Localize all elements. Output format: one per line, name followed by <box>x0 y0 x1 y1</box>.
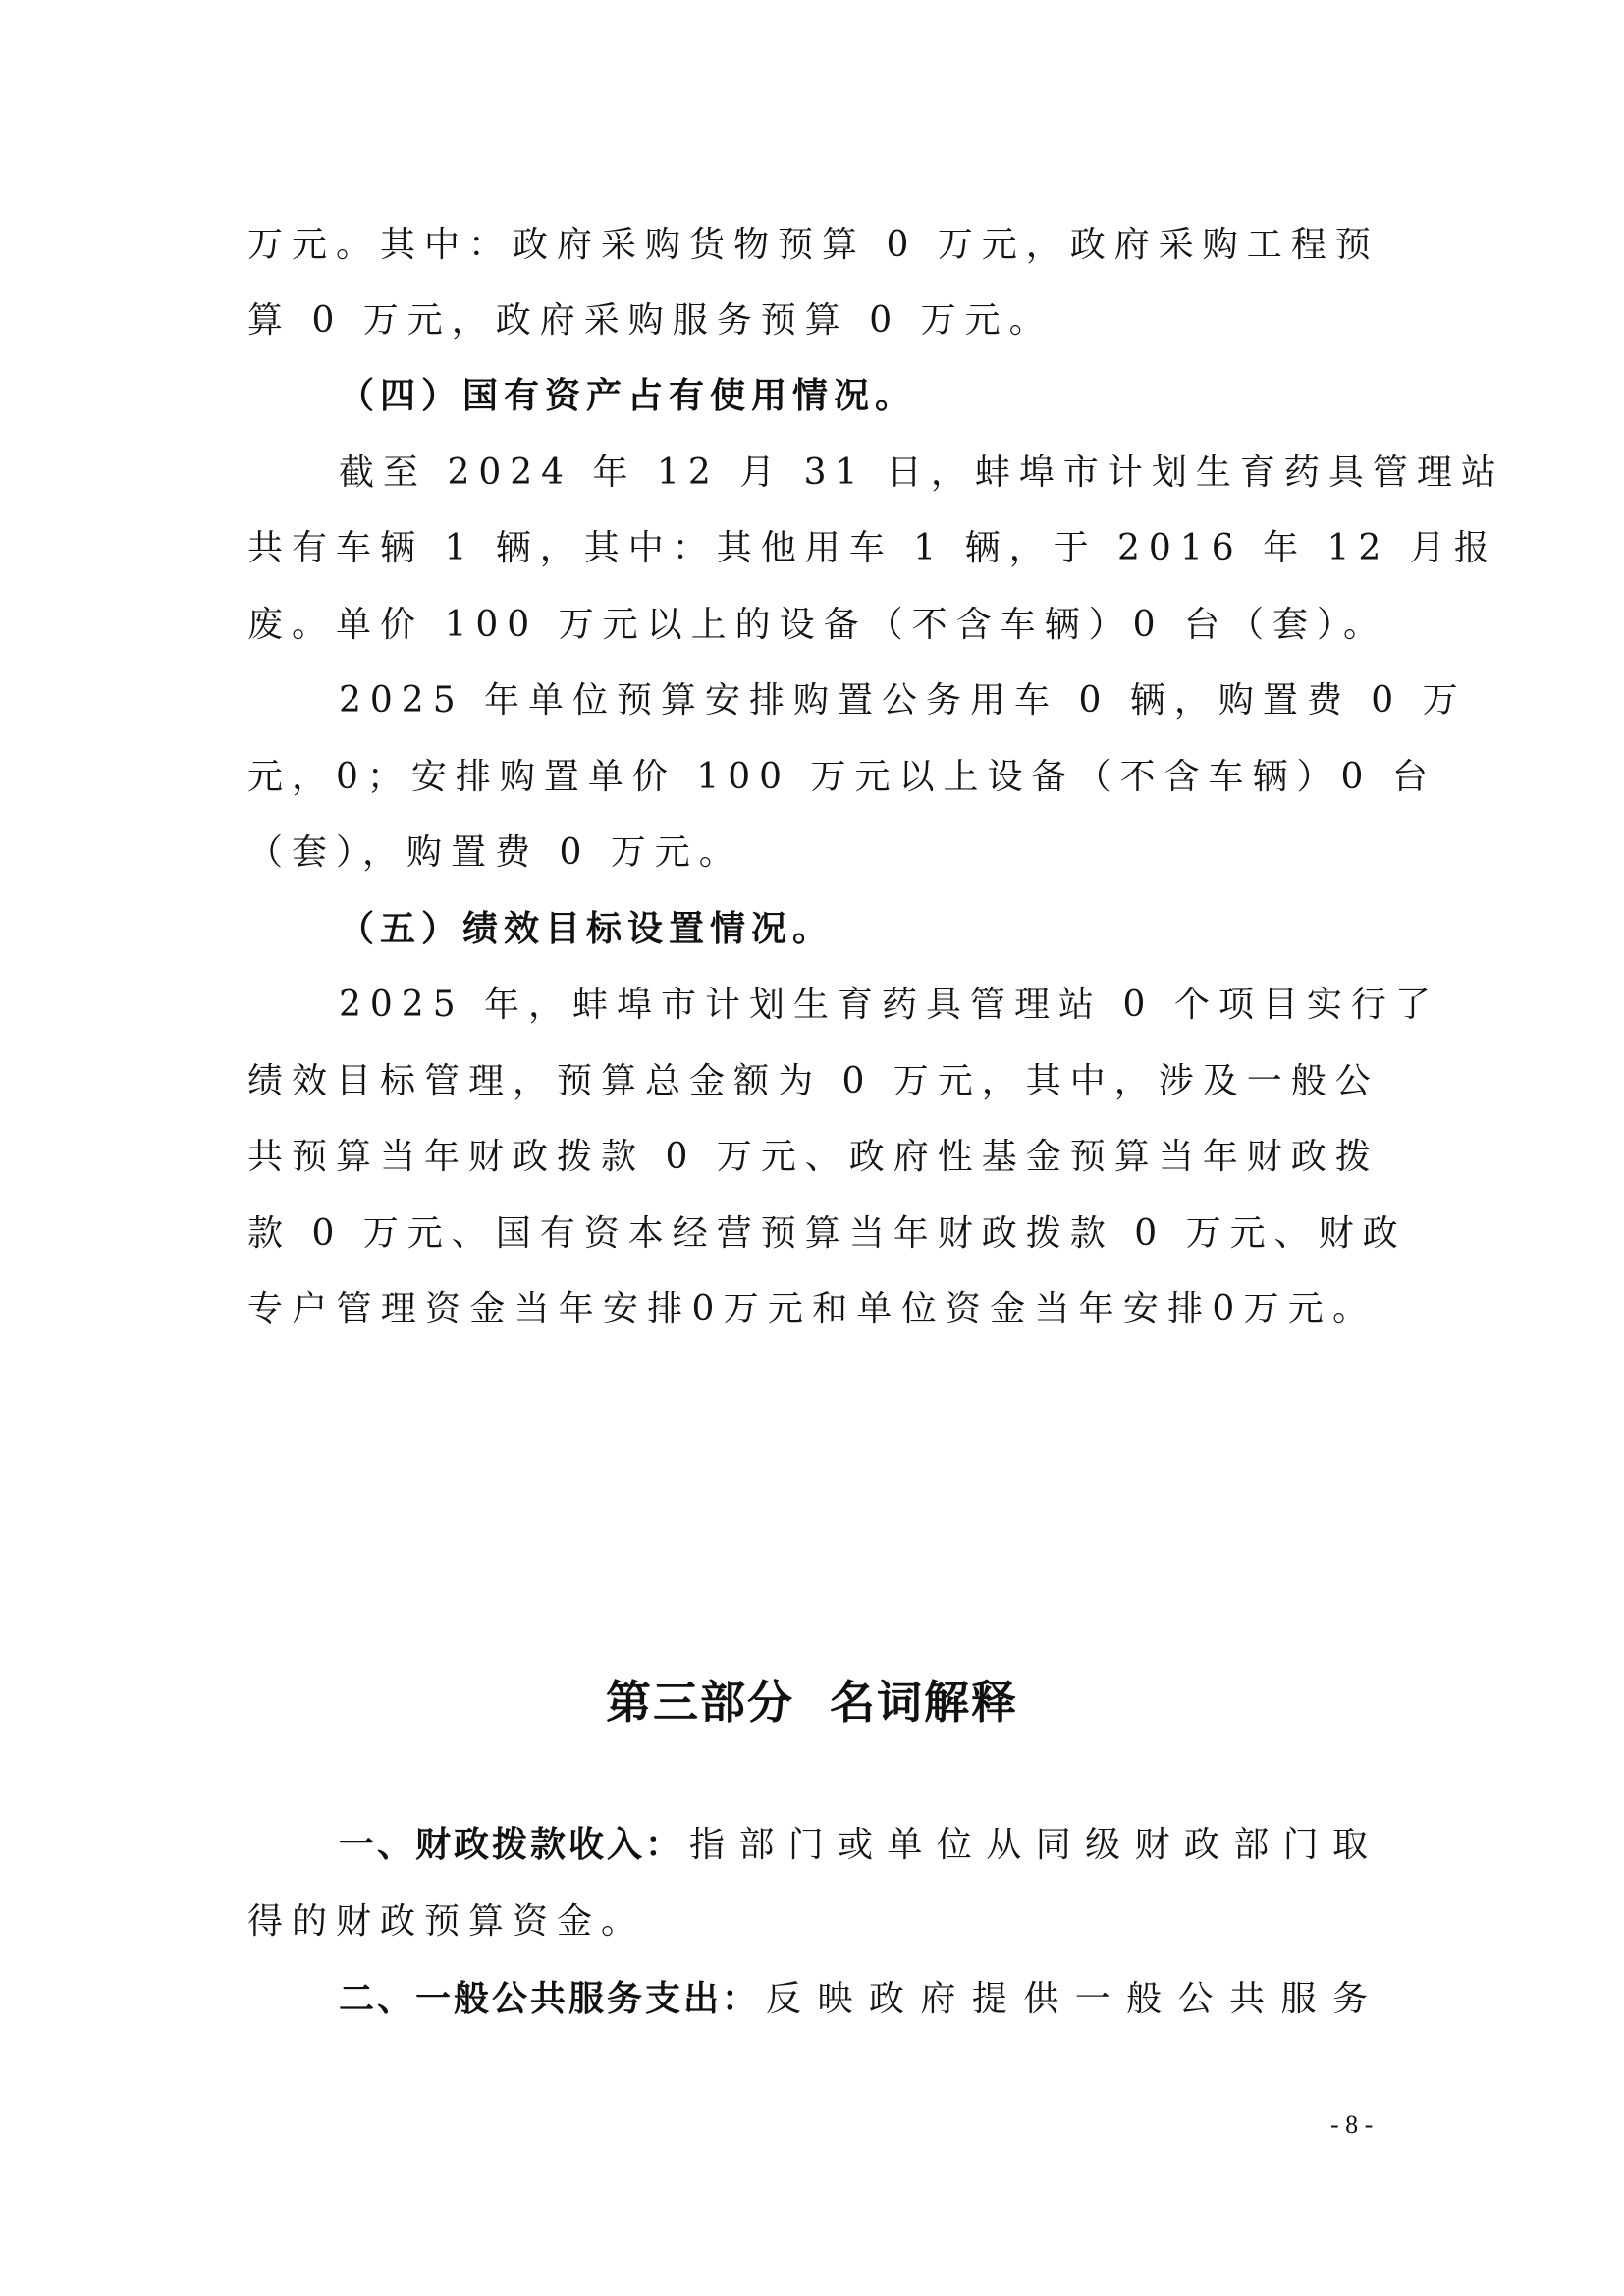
part-title: 第三部分 名词解释 <box>605 1676 1019 1729</box>
paragraph-line: 共有车辆 1 辆，其中：其他用车 1 辆，于 2016 年 12 月报 <box>247 528 1498 568</box>
paragraph-line: 元，0；安排购置单价 100 万元以上设备（不含车辆）0 台 <box>247 757 1436 797</box>
paragraph-line: （套），购置费 0 万元。 <box>247 832 743 873</box>
paragraph-line: 废。单价 100 万元以上的设备（不含车辆）0 台（套）。 <box>247 605 1387 645</box>
term-label: 一、财政拨款收入： <box>339 1825 684 1865</box>
paragraph-line: 专户管理资金当年安排0万元和单位资金当年安排0万元。 <box>247 1289 1377 1329</box>
paragraph-line: 共预算当年财政拨款 0 万元、政府性基金预算当年财政拨 <box>247 1137 1380 1177</box>
term-text: 反映政府提供一般公共服务 <box>766 1979 1377 2019</box>
section-heading-performance-goals: （五）绩效目标设置情况。 <box>339 909 835 949</box>
paragraph-line: 款 0 万元、国有资本经营预算当年财政拨款 0 万元、财政 <box>247 1213 1407 1254</box>
paragraph-line: 2025 年单位预算安排购置公务用车 0 辆，购置费 0 万 <box>339 680 1467 721</box>
page-number: - 8 - <box>1330 2110 1374 2139</box>
paragraph-line: 绩效目标管理，预算总金额为 0 万元，其中，涉及一般公 <box>247 1061 1380 1101</box>
paragraph-line: 截至 2024 年 12 月 31 日，蚌埠市计划生育药具管理站 <box>339 453 1505 493</box>
term-label: 二、一般公共服务支出： <box>339 1979 761 2019</box>
term-text: 指部门或单位从同级财政部门取 <box>689 1825 1377 1865</box>
term-definition <box>339 1823 1377 1868</box>
section-heading-state-assets: （四）国有资产占有使用情况。 <box>339 376 917 416</box>
paragraph-line: 算 0 万元，政府采购服务预算 0 万元。 <box>247 300 1054 341</box>
term-definition <box>339 1977 1377 2022</box>
paragraph-line: 得的财政预算资金。 <box>247 1901 646 1942</box>
paragraph-line: 2025 年，蚌埠市计划生育药具管理站 0 个项目实行了 <box>339 985 1439 1025</box>
paragraph-line: 万元。其中：政府采购货物预算 0 万元，政府采购工程预 <box>247 225 1380 265</box>
